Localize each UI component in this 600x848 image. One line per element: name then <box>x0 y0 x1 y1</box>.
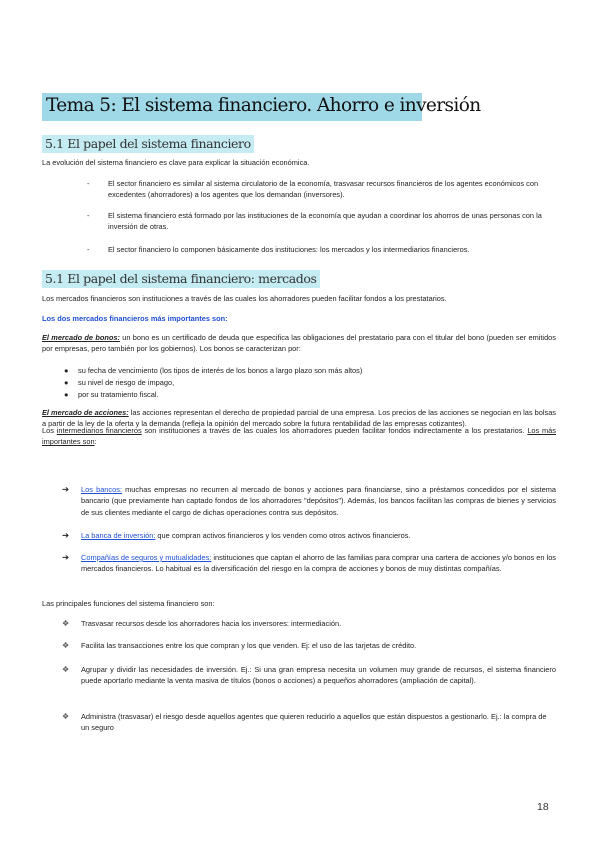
markets-title: Los dos mercados financieros más importantes son: <box>42 314 228 323</box>
function-item: Agrupar y dividir las necesidades de inversión. Ej.: Si una gran empresa necesita un volumen muy grande de recursos, el sistema financiero puede aportarlo mediante la venta masiva de títulos (bonos o acciones) a pequeños ahorradores (ampliación de capital). <box>81 665 556 686</box>
bonds-text: un bono es un certificado de deuda que especifica las obligaciones del prestatario para con el titular del bono (pueden ser emitidos por empresas, pero también por los gobiernos). Los bonos se caracterizan por: <box>42 333 556 354</box>
intermediaries-colon: : <box>94 437 97 447</box>
intermediaries-paragraph <box>42 425 556 448</box>
page-number: 18 <box>537 801 549 813</box>
dash-bullet: - <box>87 245 90 254</box>
intermediaries-text: Los <box>42 426 57 435</box>
arrow-bullet: ➔ <box>62 552 70 562</box>
intermediaries-term: intermediarios financieros <box>56 426 142 435</box>
intermediaries-most-important: Los más importantes son <box>42 426 556 447</box>
bonds-paragraph <box>42 332 556 355</box>
diamond-bullet: ❖ <box>62 665 70 674</box>
banks-link[interactable]: Los bancos: <box>81 485 122 494</box>
bonds-term: El mercado de bonos: <box>42 333 120 342</box>
section1-item: El sector financiero lo componen básicamente dos instituciones: los mercados y los intermediarios financieros. <box>108 245 470 254</box>
insurance-link[interactable]: Compañías de seguros y mutualidades: <box>81 553 212 562</box>
insurance-paragraph <box>81 552 556 575</box>
arrow-bullet: ➔ <box>62 530 70 540</box>
arrow-bullet: ➔ <box>62 484 70 494</box>
dot-bullet: ● <box>64 378 69 387</box>
function-item: Facilita las transacciones entre los que compran y los que venden. Ej: el uso de las tarjetas de crédito. <box>81 641 417 650</box>
banks-paragraph <box>81 484 556 518</box>
invbank-paragraph <box>81 530 556 541</box>
section1-item: El sistema financiero está formado por las instituciones de la economía que ayudan a coordinar los ahorros de unas personas con la inversión de otras. <box>108 211 542 232</box>
diamond-bullet: ❖ <box>62 619 70 628</box>
diamond-bullet: ❖ <box>62 641 70 650</box>
page-title: Tema 5: El sistema financiero. Ahorro e inversión <box>46 95 481 116</box>
section1-heading: 5.1 El papel del sistema financiero <box>42 135 254 153</box>
section1-item: El sector financiero es similar al sistema circulatorio de la economía, trasvasar recursos financieros de los agentes económicos con excedentes (ahorradores) a los agentes que los demandan (inversores). <box>108 179 539 200</box>
function-item: Administra (trasvasar) el riesgo desde aquellos agentes que quieren reducirlo a aquellos que están dispuestos a gestionarlo. Ej.: la compra de un seguro <box>81 712 547 733</box>
invbank-text: que compran activos financieros y los venden como otros activos financieros. <box>155 531 411 540</box>
invbank-link[interactable]: La banca de inversión: <box>81 531 156 540</box>
bond-feature: por su tratamiento fiscal. <box>78 390 159 399</box>
functions-title: Las principales funciones del sistema financiero son: <box>42 599 215 608</box>
function-item: Trasvasar recursos desde los ahorradores hacia los inversores: intermediación. <box>81 619 342 628</box>
dash-bullet: - <box>87 211 90 220</box>
banks-text: muchas empresas no recurren al mercado de bonos y acciones para financiarse, sino a préstamos concedidos por el sistema bancario (que previamente han captado fondos de los ahorradores "depósitos"). Además, los bancos facilitan las compras de bienes y servicios de sus clientes mediante el cargo de dichas operaciones contra sus depósitos. <box>81 485 556 517</box>
bond-feature: su fecha de vencimiento (los tipos de interés de los bonos a largo plazo son más altos) <box>78 366 363 375</box>
dot-bullet: ● <box>64 390 69 399</box>
section1-intro: La evolución del sistema financiero es clave para explicar la situación económica. <box>42 158 310 167</box>
section2-intro: Los mercados financieros son instituciones a través de las cuales los ahorradores pueden facilitar fondos a los prestatarios. <box>42 294 447 303</box>
bond-feature: su nivel de riesgo de impago, <box>78 378 175 387</box>
insurance-text: instituciones que captan el ahorro de las familias para comprar una cartera de acciones y/o bonos en los mercados financieros. Lo habitual es la diversificación del riesgo en la compra de acciones y bonos de muy distintas compañías. <box>81 553 556 574</box>
stocks-text: las acciones representan el derecho de propiedad parcial de una empresa. Los precios de las acciones se negocian en las bolsas a partir de la ley de la oferta y la demanda (refleja la opinión del mercado sobre la futura rentabilidad de las empresas cotizantes). <box>42 408 556 429</box>
dot-bullet: ● <box>64 366 69 375</box>
diamond-bullet: ❖ <box>62 712 70 721</box>
dash-bullet: - <box>87 179 90 188</box>
stocks-term: El mercado de acciones: <box>42 408 129 417</box>
section2-heading: 5.1 El papel del sistema financiero: mercados <box>42 270 320 288</box>
intermediaries-text: son instituciones a través de las cuales los ahorradores pueden facilitar fondos indirectamente a los prestatarios. <box>141 426 528 435</box>
